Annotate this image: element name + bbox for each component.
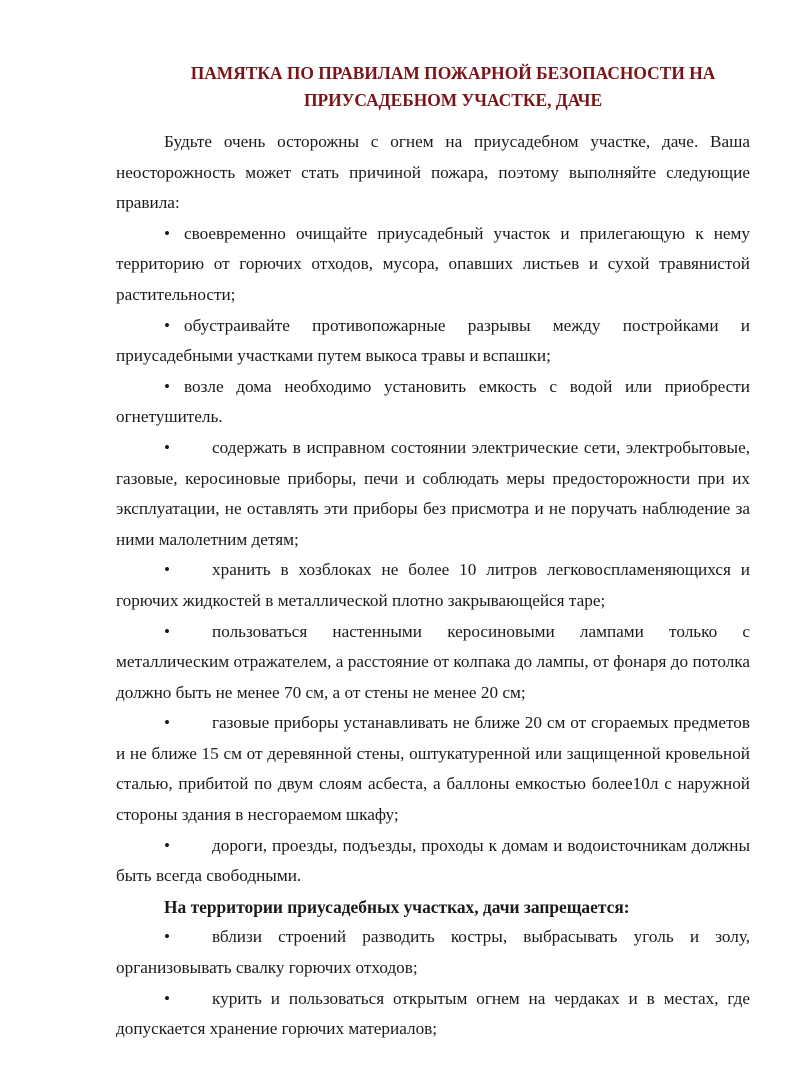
list-item: [116, 555, 750, 616]
intro-paragraph: Будьте очень осторожны с огнем на приусадебном участке, даче. Ваша неосторожность может стать причиной пожара, поэтому выполняйте следующие правила:: [116, 132, 750, 213]
list-item: [116, 922, 750, 983]
list-item-text: вблизи строений разводить костры, выбрасывать уголь и золу, организовывать свалку горючих отходов;: [116, 927, 750, 978]
list-item: [116, 617, 750, 709]
list-item-text: пользоваться настенными керосиновыми лампами только с металлическим отражателем, а расстояние от колпака до лампы, от фонаря до потолка должно быть не менее 70 см, а от стены не менее 20 см;: [116, 621, 750, 702]
list-item-text: возле дома необходимо установить емкость с водой или приобрести огнетушитель.: [116, 376, 750, 427]
list-item-text: своевременно очищайте приусадебный участок и прилегающую к нему территорию от горючих отходов, мусора, опавших листьев и сухой травянистой растительности;: [116, 223, 750, 304]
bullet-icon: •: [164, 315, 171, 335]
list-item: [116, 372, 750, 433]
prohibited-list: [116, 922, 750, 1044]
bullet-icon: •: [164, 621, 171, 641]
list-item-text: дороги, проезды, подъезды, проходы к домам и водоисточникам должны быть всегда свободными.: [116, 835, 750, 886]
list-item-text: хранить в хозблоках не более 10 литров легковоспламеняющихся и горючих жидкостей в металлической плотно закрывающейся таре;: [116, 560, 750, 610]
list-item-text: обустраивайте противопожарные разрывы между постройками и приусадебными участками путем выкоса травы и вспашки;: [116, 315, 750, 366]
bullet-icon: •: [164, 713, 171, 733]
list-item: [116, 984, 750, 1045]
list-item: [116, 311, 750, 372]
bullet-icon: •: [164, 376, 171, 396]
list-item: [116, 433, 750, 555]
bullet-icon: •: [164, 835, 171, 855]
list-item-text: газовые приборы устанавливать не ближе 20 см от сгораемых предметов и не ближе 15 см от деревянной стены, оштукатуренной или защищенной кровельной сталью, прибитой по двум слоям асбеста, а баллоны емкостью более10л с наружной стороны здания в несгораемом шкафу;: [116, 713, 750, 825]
list-item: [116, 708, 750, 830]
document-title: [116, 60, 750, 114]
prohibited-heading: На территории приусадебных участках, дачи запрещается:: [164, 896, 630, 917]
bullet-icon: •: [164, 927, 171, 947]
list-item: [116, 219, 750, 311]
title-line-2: ПРИУСАДЕБНОМ УЧАСТКЕ, ДАЧЕ: [303, 90, 603, 110]
list-item-text: содержать в исправном состоянии электрические сети, электробытовые, газовые, керосиновые приборы, печи и соблюдать меры предосторожности при их эксплуатации, не оставлять эти приборы без присмотра и не поручать наблюдение за ними малолетним детям;: [116, 437, 750, 549]
title-line-1: ПАМЯТКА ПО ПРАВИЛАМ ПОЖАРНОЙ БЕЗОПАСНОСТИ НА: [190, 63, 716, 83]
bullet-icon: •: [164, 437, 171, 457]
bullet-icon: •: [164, 223, 171, 243]
rules-list: [116, 219, 750, 892]
list-item: [116, 831, 750, 892]
bullet-icon: •: [164, 988, 171, 1008]
bullet-icon: •: [164, 560, 171, 580]
list-item-text: курить и пользоваться открытым огнем на чердаках и в местах, где допускается хранение горючих материалов;: [116, 988, 750, 1039]
